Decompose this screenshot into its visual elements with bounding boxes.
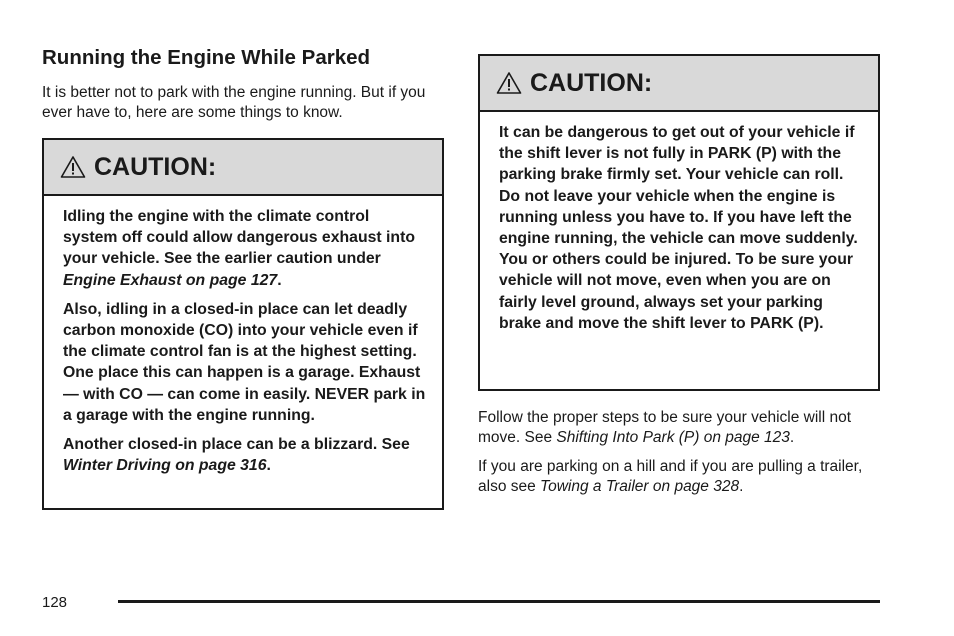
caution-header bbox=[44, 140, 442, 196]
intro-paragraph: It is better not to park with the engine running. But if you ever have to, here are some things to know. bbox=[42, 84, 426, 121]
caution-paragraph: Idling the engine with the climate control system off could allow dangerous exhaust into your vehicle. See the earlier caution under Engine Exhaust on page 127. bbox=[63, 208, 415, 289]
warning-triangle-icon bbox=[496, 71, 522, 95]
page-reference: Winter Driving on page 316 bbox=[63, 457, 267, 475]
caution-body bbox=[44, 196, 442, 476]
section-title: Running the Engine While Parked bbox=[42, 46, 371, 69]
caution-paragraph: Another closed-in place can be a blizzard. See Winter Driving on page 316. bbox=[63, 436, 410, 475]
page-number: 128 bbox=[42, 594, 68, 611]
caution-header bbox=[480, 56, 878, 112]
caution-body bbox=[480, 112, 878, 334]
caution-label: CAUTION: bbox=[530, 68, 653, 97]
page-reference: Shifting Into Park (P) on page 123 bbox=[556, 428, 790, 446]
paragraph-park: Follow the proper steps to be sure your vehicle will not move. See Shifting Into Park (P) on page 123. bbox=[478, 409, 852, 446]
caution-box-exhaust bbox=[42, 138, 444, 510]
warning-triangle-icon bbox=[60, 155, 86, 179]
caution-label: CAUTION: bbox=[94, 152, 217, 181]
right-column-text bbox=[478, 408, 883, 506]
footer-rule bbox=[118, 600, 880, 603]
caution-paragraph: It can be dangerous to get out of your vehicle if the shift lever is not fully in PARK (P) with the parking brake firmly set. Your vehicle can roll. Do not leave your vehicle when the engine is running unless you have to. If you have left the engine running, the vehicle can move suddenly. You or others could be injured. To be sure your vehicle will not move, even when you are on fairly level ground, always set your parking brake and move the shift lever to PARK (P). bbox=[499, 124, 858, 332]
paragraph-hill: If you are parking on a hill and if you are pulling a trailer, also see Towing a Trailer on page 328. bbox=[478, 458, 863, 495]
page-reference: Towing a Trailer on page 328 bbox=[540, 477, 740, 495]
page-reference: Engine Exhaust on page 127 bbox=[63, 271, 278, 289]
caution-box-shift-lever bbox=[478, 54, 880, 391]
caution-paragraph: Also, idling in a closed-in place can let deadly carbon monoxide (CO) into your vehicle even if the climate control fan is at the highest setting. One place this can happen is a garage. Exhaust — with CO — can come in easily. NEVER park in a garage with the engine running. bbox=[63, 300, 426, 424]
